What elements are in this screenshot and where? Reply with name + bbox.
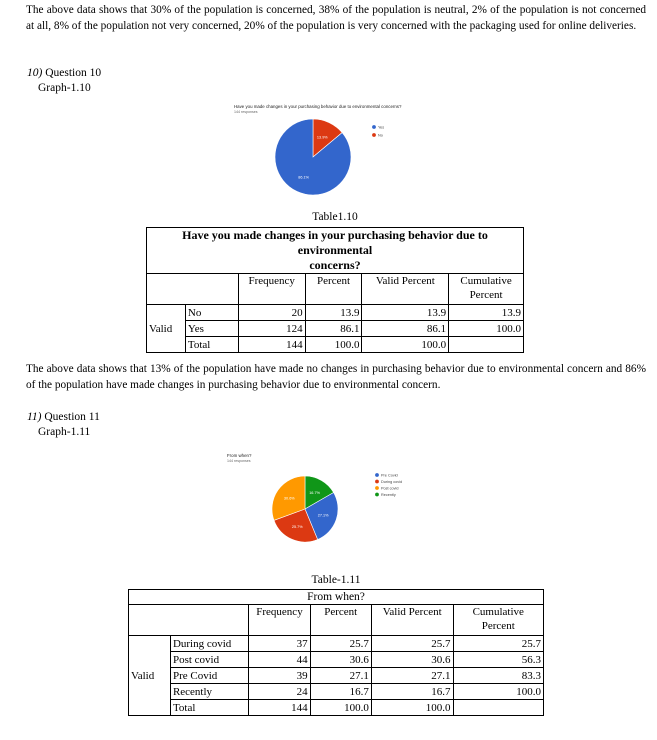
cell-percent: 100.0 — [305, 337, 362, 353]
header-empty — [129, 605, 249, 636]
legend-label: No — [378, 133, 383, 138]
cell-valid-percent: 100.0 — [362, 337, 449, 353]
cell-frequency: 24 — [249, 684, 310, 700]
table-row — [147, 337, 524, 353]
graph-label-11: Graph-1.11 — [38, 426, 91, 438]
question-11-heading — [27, 410, 100, 424]
cell-percent: 30.6 — [310, 652, 371, 668]
legend-label: Pre Covid — [381, 473, 398, 478]
header-percent: Percent — [310, 605, 371, 636]
row-label: Pre Covid — [170, 668, 248, 684]
cell-cumulative: 100.0 — [449, 321, 524, 337]
table-title-line1: Have you made changes in your purchasing behavior due to environmental — [182, 228, 488, 257]
header-valid-percent: Valid Percent — [371, 605, 453, 636]
legend-swatch — [375, 480, 379, 484]
cell-frequency: 124 — [238, 321, 305, 337]
header-percent: Percent — [305, 274, 362, 305]
cell-valid-percent: 27.1 — [371, 668, 453, 684]
table-1-10 — [146, 227, 524, 353]
chart-title: From when? — [227, 453, 252, 458]
cell-valid-percent: 13.9 — [362, 305, 449, 321]
row-label: Yes — [185, 321, 238, 337]
legend-label: Yes — [378, 125, 385, 130]
table-caption: Table1.10 — [312, 211, 358, 223]
cell-frequency: 144 — [249, 700, 310, 716]
group-label: Valid — [147, 305, 186, 353]
cell-cumulative: 56.3 — [453, 652, 543, 668]
pie-slice-label: 25.7% — [291, 525, 303, 530]
table-1-11 — [128, 589, 544, 716]
cell-valid-percent: 25.7 — [371, 636, 453, 652]
legend-swatch — [375, 473, 379, 477]
header-cumulative-percent — [453, 605, 543, 636]
header-percent-2: Percent — [469, 289, 503, 301]
cell-valid-percent: 86.1 — [362, 321, 449, 337]
cell-cumulative — [449, 337, 524, 353]
question-label: Question 10 — [45, 67, 102, 79]
table-row — [147, 305, 524, 321]
table-row — [129, 684, 544, 700]
chart-subtitle: 144 responses — [227, 459, 251, 463]
cell-cumulative: 25.7 — [453, 636, 543, 652]
pie-slice-label: 13.9% — [316, 135, 328, 140]
row-label: Recently — [170, 684, 248, 700]
question-10-heading — [27, 66, 101, 80]
header-frequency: Frequency — [238, 274, 305, 305]
cell-valid-percent: 30.6 — [371, 652, 453, 668]
cell-percent: 13.9 — [305, 305, 362, 321]
question-number: 11) — [27, 411, 42, 423]
pie-chart-svg — [222, 448, 437, 556]
cell-percent: 27.1 — [310, 668, 371, 684]
question-number: 10) — [27, 67, 43, 79]
row-label: Post covid — [170, 652, 248, 668]
legend-swatch — [372, 133, 376, 137]
header-cumulative: Cumulative — [460, 275, 512, 287]
paragraph-behavior-change: The above data shows that 13% of the population have made no changes in purchasing behavior due to environmental concern and 86% of the population have made changes in purchasing behavior due to environmental concern. — [26, 363, 646, 391]
pie-slice-label: 16.7% — [309, 490, 320, 495]
cell-percent: 25.7 — [310, 636, 371, 652]
chart-11 — [222, 448, 437, 556]
graph-label-10: Graph-1.10 — [38, 82, 91, 94]
cell-frequency: 144 — [238, 337, 305, 353]
chart-subtitle: 144 responses — [234, 110, 258, 114]
table-row — [147, 321, 524, 337]
cell-cumulative: 13.9 — [449, 305, 524, 321]
cell-percent: 16.7 — [310, 684, 371, 700]
legend-label: Recently — [381, 492, 396, 497]
table-row — [129, 636, 544, 652]
header-cumulative: Cumulative — [472, 606, 524, 618]
row-label: During covid — [170, 636, 248, 652]
cell-frequency: 20 — [238, 305, 305, 321]
chart-title: Have you made changes in your purchasing behavior due to environmental concerns? — [234, 104, 402, 109]
question-label: Question 11 — [44, 411, 100, 423]
row-label: Total — [185, 337, 238, 353]
table-caption: Table-1.11 — [311, 574, 361, 586]
cell-cumulative — [453, 700, 543, 716]
legend-swatch — [372, 125, 376, 129]
table-row — [129, 700, 544, 716]
chart-10 — [228, 100, 428, 200]
pie-slice-label: 27.1% — [317, 513, 329, 518]
legend-swatch — [375, 493, 379, 497]
header-percent-2: Percent — [481, 620, 515, 632]
table-row — [129, 652, 544, 668]
cell-frequency: 39 — [249, 668, 310, 684]
cell-frequency: 44 — [249, 652, 310, 668]
cell-percent: 86.1 — [305, 321, 362, 337]
pie-chart-svg — [228, 100, 428, 200]
header-empty — [147, 274, 239, 305]
header-frequency: Frequency — [249, 605, 310, 636]
table-title-line2: concerns? — [309, 258, 361, 272]
row-label: Total — [170, 700, 248, 716]
cell-frequency: 37 — [249, 636, 310, 652]
legend-label: Post covid — [381, 486, 399, 491]
header-valid-percent: Valid Percent — [362, 274, 449, 305]
cell-valid-percent: 16.7 — [371, 684, 453, 700]
group-label: Valid — [129, 636, 171, 716]
row-label: No — [185, 305, 238, 321]
legend-label: During covid — [381, 479, 403, 484]
pie-slice-label: 30.6% — [283, 496, 295, 501]
cell-cumulative: 83.3 — [453, 668, 543, 684]
cell-cumulative: 100.0 — [453, 684, 543, 700]
header-cumulative-percent — [449, 274, 524, 305]
paragraph-packaging-concern: The above data shows that 30% of the population is concerned, 38% of the population is neutral, 2% of the population is not concerned at all, 8% of the population not very concerned, 20% of the population is very concerned with the packaging used for online deliveries. — [26, 4, 646, 32]
table-title: From when? — [129, 590, 544, 605]
cell-percent: 100.0 — [310, 700, 371, 716]
table-row — [129, 668, 544, 684]
cell-valid-percent: 100.0 — [371, 700, 453, 716]
pie-slice-label: 86.1% — [298, 175, 310, 180]
legend-swatch — [375, 486, 379, 490]
table-title — [147, 228, 524, 274]
